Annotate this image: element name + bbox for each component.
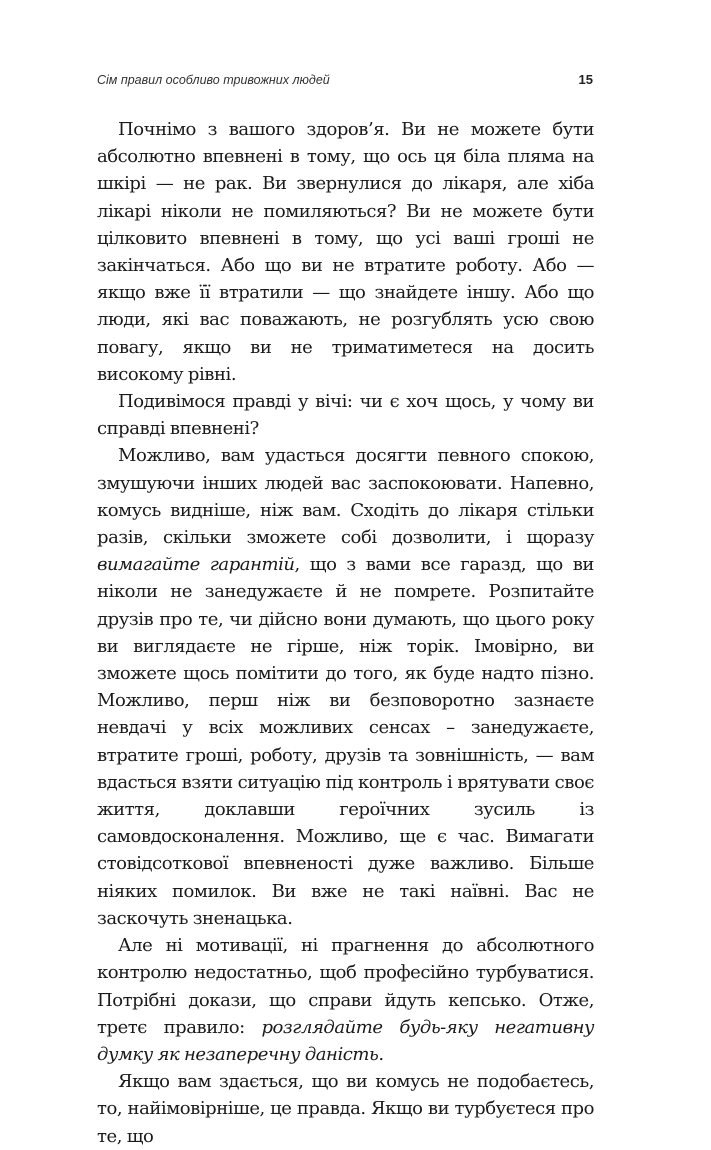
- paragraph-face-truth: Подивімося правді у вічі: чи є хоч щось, у чому ви справді впевнені?: [97, 391, 594, 440]
- page-number: 15: [578, 72, 593, 87]
- running-head-title: Сім правил особливо тривожних людей: [97, 73, 330, 87]
- emphasis-third-rule: розглядайте будь-яку негативну думку як незаперечну даність: [97, 1016, 594, 1065]
- paragraph-health: Почнімо з вашого здоров’я. Ви не можете бути абсолютно впевнені в тому, що ось ця біла пляма на шкірі — не рак. Ви звернулися до лікаря, але хіба лікарі ніколи не помиляються? Ви не можете бути цілковито впевнені в тому, що усі ваші гроші не закінчаться. Або що ви не втратите роботу. Або — якщо вже її втратили — що знайдете іншу. Або що люди, які вас поважають, не розгублять усю свою повагу, якщо ви не триматиметеся на досить високому рівні.: [97, 119, 594, 385]
- paragraph-third-rule: [97, 932, 594, 1068]
- paragraph-reassurance-lead: Можливо, вам удасться досягти певного спокою, змушуючи інших людей вас заспокоювати. Напевно, комусь видніше, ніж вам. Сходіть до лікаря стільки разів, скільки зможете собі дозволити, і щоразу: [97, 445, 594, 549]
- body-text: [97, 116, 594, 1150]
- paragraph-final: Якщо вам здається, що ви комусь не подобаєтесь, то, найімовірніше, це правда. Якщо ви турбуєтеся про те, що: [97, 1071, 594, 1147]
- paragraph-reassurance: [97, 442, 594, 932]
- paragraph-third-rule-end: .: [378, 1043, 384, 1065]
- emphasis-demand-guarantees: вимагайте гарантій: [97, 554, 295, 576]
- paragraph-third-rule-lead: Але ні мотивації, ні прагнення до абсолютного контролю недостатньо, щоб професійно турбуватися. Потрібні докази, що справи йдуть кепсько. Отже, третє правило:: [97, 935, 594, 1038]
- paragraph-reassurance-rest: , що з вами все гаразд, що ви ніколи не занедужаєте й не помрете. Розпитайте друзів про те, чи дійсно вони думають, що цього року ви виглядаєте не гірше, ніж торік. Імовірно, ви зможете щось помітити до того, як буде надто пізно. Можливо, перш ніж ви безповоротно зазнаєте невдачі у всіх можливих сенсах – занедужаєте, втратите гроші, роботу, друзів та зовнішність, — вам вдасться взяти ситуацію під контроль і врятувати своє життя, доклавши героїчних зусиль із самовдосконалення. Можливо, ще є час. Вимагати стовідсоткової впевненості дуже важливо. Більше ніяких помилок. Ви вже не такі наївні. Вас не заскочуть зненацька.: [97, 554, 594, 929]
